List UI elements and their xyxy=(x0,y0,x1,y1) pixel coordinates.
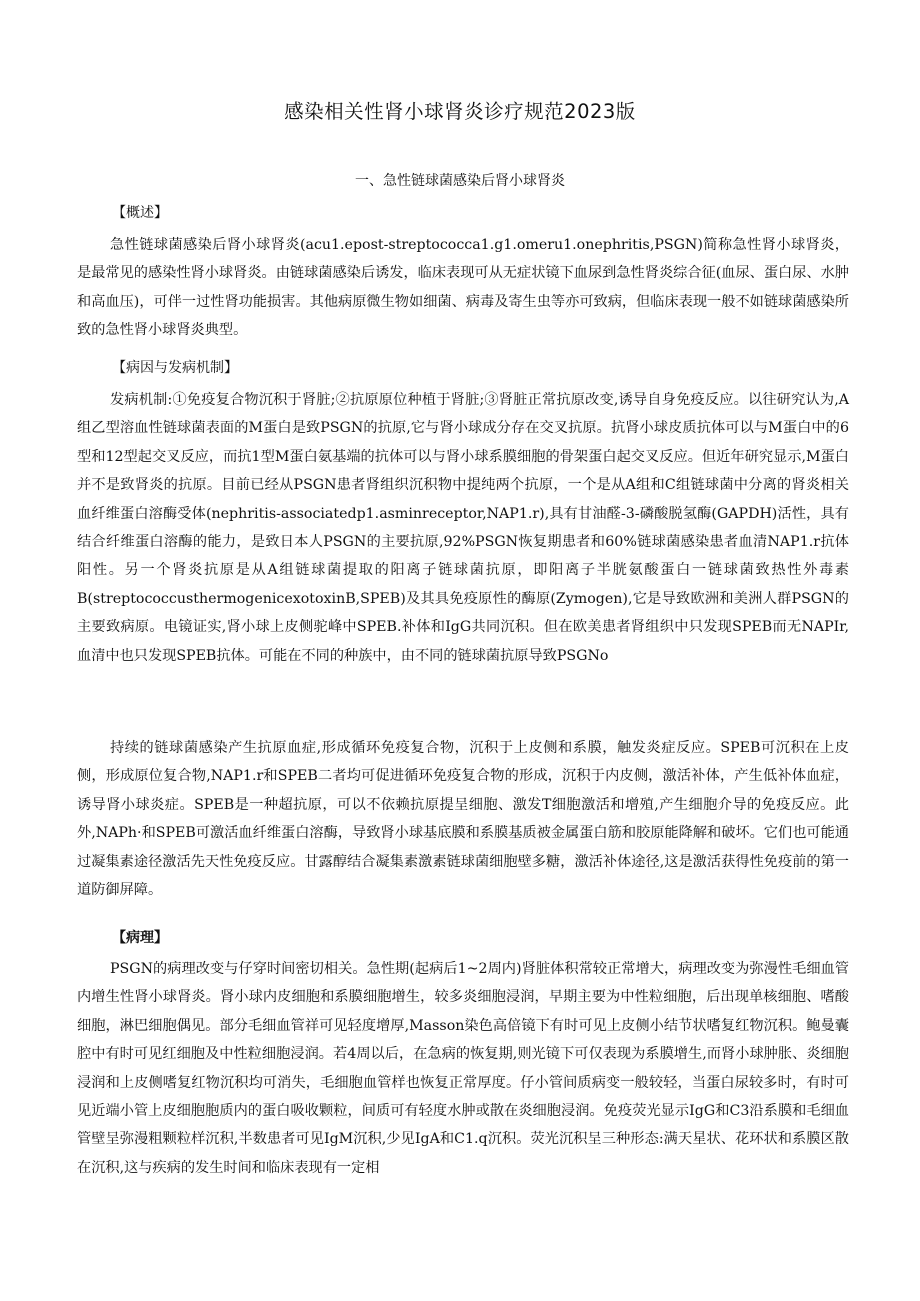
pathology-heading: 【病理】 xyxy=(112,930,168,946)
etiology-heading: 【病因与发病机制】 xyxy=(112,360,238,376)
overview-heading: 【概述】 xyxy=(112,205,168,221)
pathology-paragraph: PSGN的病理改变与仔穿时间密切相关。急性期(起病后1~2周内)肾脏体积常较正常增大，病理改变为弥漫性毛细血管内增生性肾小球肾炎。肾小球内皮细胞和系膜细胞增生，较多炎细胞浸润，早期主要为中性粒细胞，后出现单核细胞、嗜酸细胞，淋巴细胞偶见。部分毛细血管祥可见轻度增厚,Masson染色高倍镜下有时可见上皮侧小结节状嗜复红物沉积。鲍曼囊腔中有时可见红细胞及中性粒细胞浸润。若4周以后，在急病的恢复期,则光镜下可仅表现为系膜增生,而肾小球肿胀、炎细胞浸润和上皮侧嗜复红物沉积均可消失，毛细胞血管样也恢复正常厚度。仔小管间质病变一般较轻，当蛋白尿较多时，有时可见近端小管上皮细胞胞质内的蛋白吸收颗粒，间质可有轻度水肿或散在炎细胞浸润。免疫荧光显示IgG和C3沿系膜和毛细血管壁呈弥漫粗颗粒样沉积,半数患者可见IgM沉积,少见IgA和C1.q沉积。荧光沉积呈三种形态:满天星状、花环状和系膜区散在沉积,这与疾病的发生时间和临床表现有一定相 xyxy=(77,961,849,1176)
etiology-paragraph-1: 发病机制:①免疫复合物沉积于肾脏;②抗原原位种植于肾脏;③肾脏正常抗原改变,诱导自身免疫反应。以往研究认为,A组乙型溶血性链球菌表面的M蛋白是致PSGN的抗原,它与肾小球成分存在交叉抗原。抗肾小球皮质抗体可以与M蛋白中的6型和12型起交叉反应，而抗1型M蛋白氨基端的抗体可以与肾小球系膜细胞的骨架蛋白起交叉反应。但近年研究显示,M蛋白并不是致肾炎的抗原。目前已经从PSGN患者肾组织沉积物中提纯两个抗原，一个是从A组和C组链球菌中分离的肾炎相关血纤维蛋白溶酶受体(nephritis-associatedp1.asminreceptor,NAP1.r),具有甘油醛-3-磷酸脱氢酶(GAPDH)活性，具有结合纤维蛋白溶酶的能力，是致日本人PSGN的主要抗原,92%PSGN恢复期患者和60%链球菌感染患者血清NAP1.r抗体阳性。另一个肾炎抗原是从A组链球菌提取的阳离子链球菌抗原，即阳离子半胱氨酸蛋白一链球菌致热性外毒素B(streptococcusthermogenicexotoxinB,SPEB)及其具免疫原性的酶原(Zymogen),它是导致欧洲和美洲人群PSGN的主要致病原。电镜证实,肾小球上皮侧驼峰中SPEB.补体和IgG共同沉积。但在欧美患者肾组织中只发现SPEB而无NAPIr,血清中也只发现SPEB抗体。可能在不同的种族中，由不同的链球菌抗原导致PSGNo xyxy=(77,392,849,664)
etiology-paragraph-2: 持续的链球菌感染产生抗原血症,形成循环免疫复合物，沉积于上皮侧和系膜，触发炎症反应。SPEB可沉积在上皮侧，形成原位复合物,NAP1.r和SPEB二者均可促进循环免疫复合物的形成，沉积于内皮侧，激活补体，产生低补体血症，诱导肾小球炎症。SPEB是一种超抗原，可以不依赖抗原提呈细胞、激发T细胞激活和增殖,产生细胞介导的免疫反应。此外,NAPh·和SPEB可激活血纤维蛋白溶酶，导致肾小球基底膜和系膜基质被金属蛋白筋和胶原能降解和破坏。它们也可能通过凝集素途径激活先天性免疫反应。甘露醇结合凝集素激素链球菌细胞壁多糖，激活补体途径,这是激活获得性免疫前的第一道防御屏障。 xyxy=(77,740,849,899)
document-title: 感染相关性肾小球肾炎诊疗规范2023版 xyxy=(284,100,636,123)
section-heading: 一、急性链球菌感染后肾小球肾炎 xyxy=(355,173,565,189)
overview-paragraph: 急性链球菌感染后肾小球肾炎(acu1.epost-streptococca1.g1.omeru1.onephritis,PSGN)简称急性肾小球肾炎，是最常见的感染性肾小球肾炎。由链球菌感染后诱发，临床表现可从无症状镜下血尿到急性肾炎综合征(血尿、蛋白尿、水肿和高血压)，可伴一过性肾功能损害。其他病原微生物如细菌、病毒及寄生虫等亦可致病，但临床表现一般不如链球菌感染所致的急性肾小球肾炎典型。 xyxy=(77,237,849,339)
